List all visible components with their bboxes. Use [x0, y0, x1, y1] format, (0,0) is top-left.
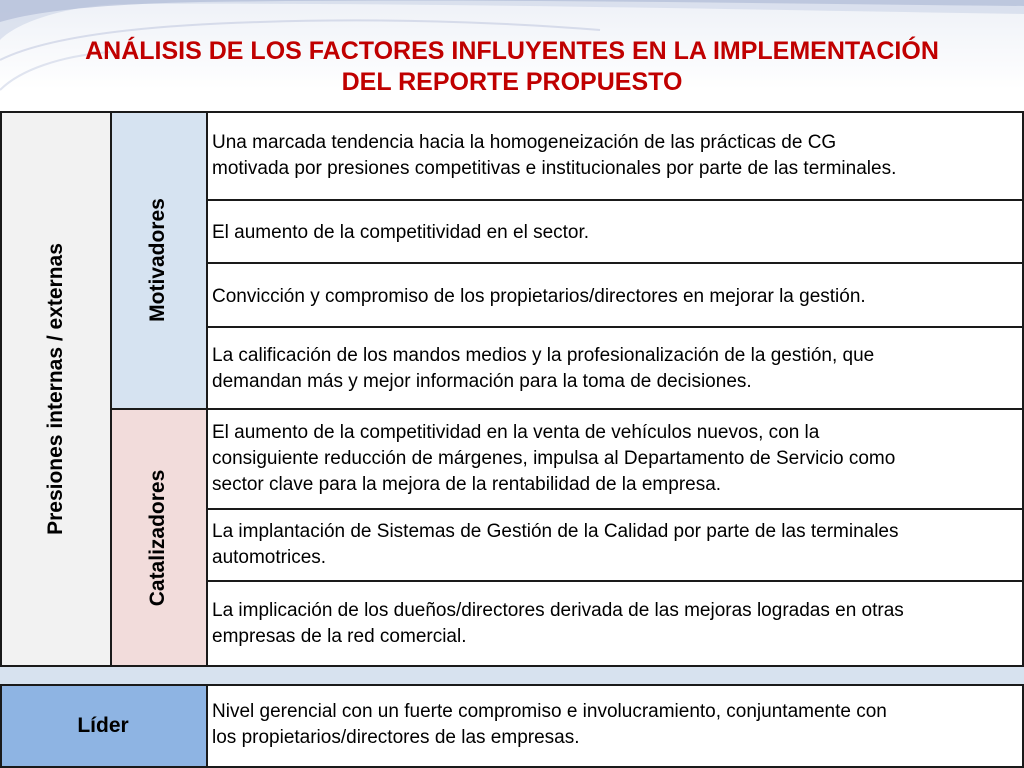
motivador-item-4: La calificación de los mandos medios y la profesionalización de la gestión, que demandan más y mejor información para la toma de decisiones. — [212, 345, 875, 392]
lider-label: Líder — [77, 714, 129, 737]
lider-item: Nivel gerencial con un fuerte compromiso e involucramiento, conjuntamente con los propietarios/directores de las empresas. — [212, 701, 887, 748]
catalizador-item-1: El aumento de la competitividad en la venta de vehículos nuevos, con la consiguiente reducción de márgenes, impulsa al Departamento de Servicio como sector clave para la mejora de la rentabilidad de la empresa. — [212, 422, 896, 495]
catalizador-item-2: La implantación de Sistemas de Gestión de la Calidad por parte de las terminales automotrices. — [212, 521, 899, 568]
page-title — [0, 36, 1024, 98]
motivador-item-3: Convicción y compromiso de los propietarios/directores en mejorar la gestión. — [212, 286, 866, 307]
motivadores-label: Motivadores — [146, 198, 169, 322]
catalizadores-label: Catalizadores — [146, 469, 169, 607]
catalizador-item-3: La implicación de los dueños/directores derivada de las mejoras logradas en otras empresas de la red comercial. — [212, 600, 904, 647]
page-title-line-1: ANÁLISIS DE LOS FACTORES INFLUYENTES EN LA IMPLEMENTACIÓN — [85, 37, 939, 65]
motivador-item-1: Una marcada tendencia hacia la homogeneización de las prácticas de CG motivada por presiones competitivas e institucionales por parte de las terminales. — [212, 132, 897, 179]
motivador-item-2: El aumento de la competitividad en el sector. — [212, 222, 590, 243]
pressures-label: Presiones internas / externas — [44, 243, 67, 535]
page-title-line-2: DEL REPORTE PROPUESTO — [341, 68, 683, 96]
